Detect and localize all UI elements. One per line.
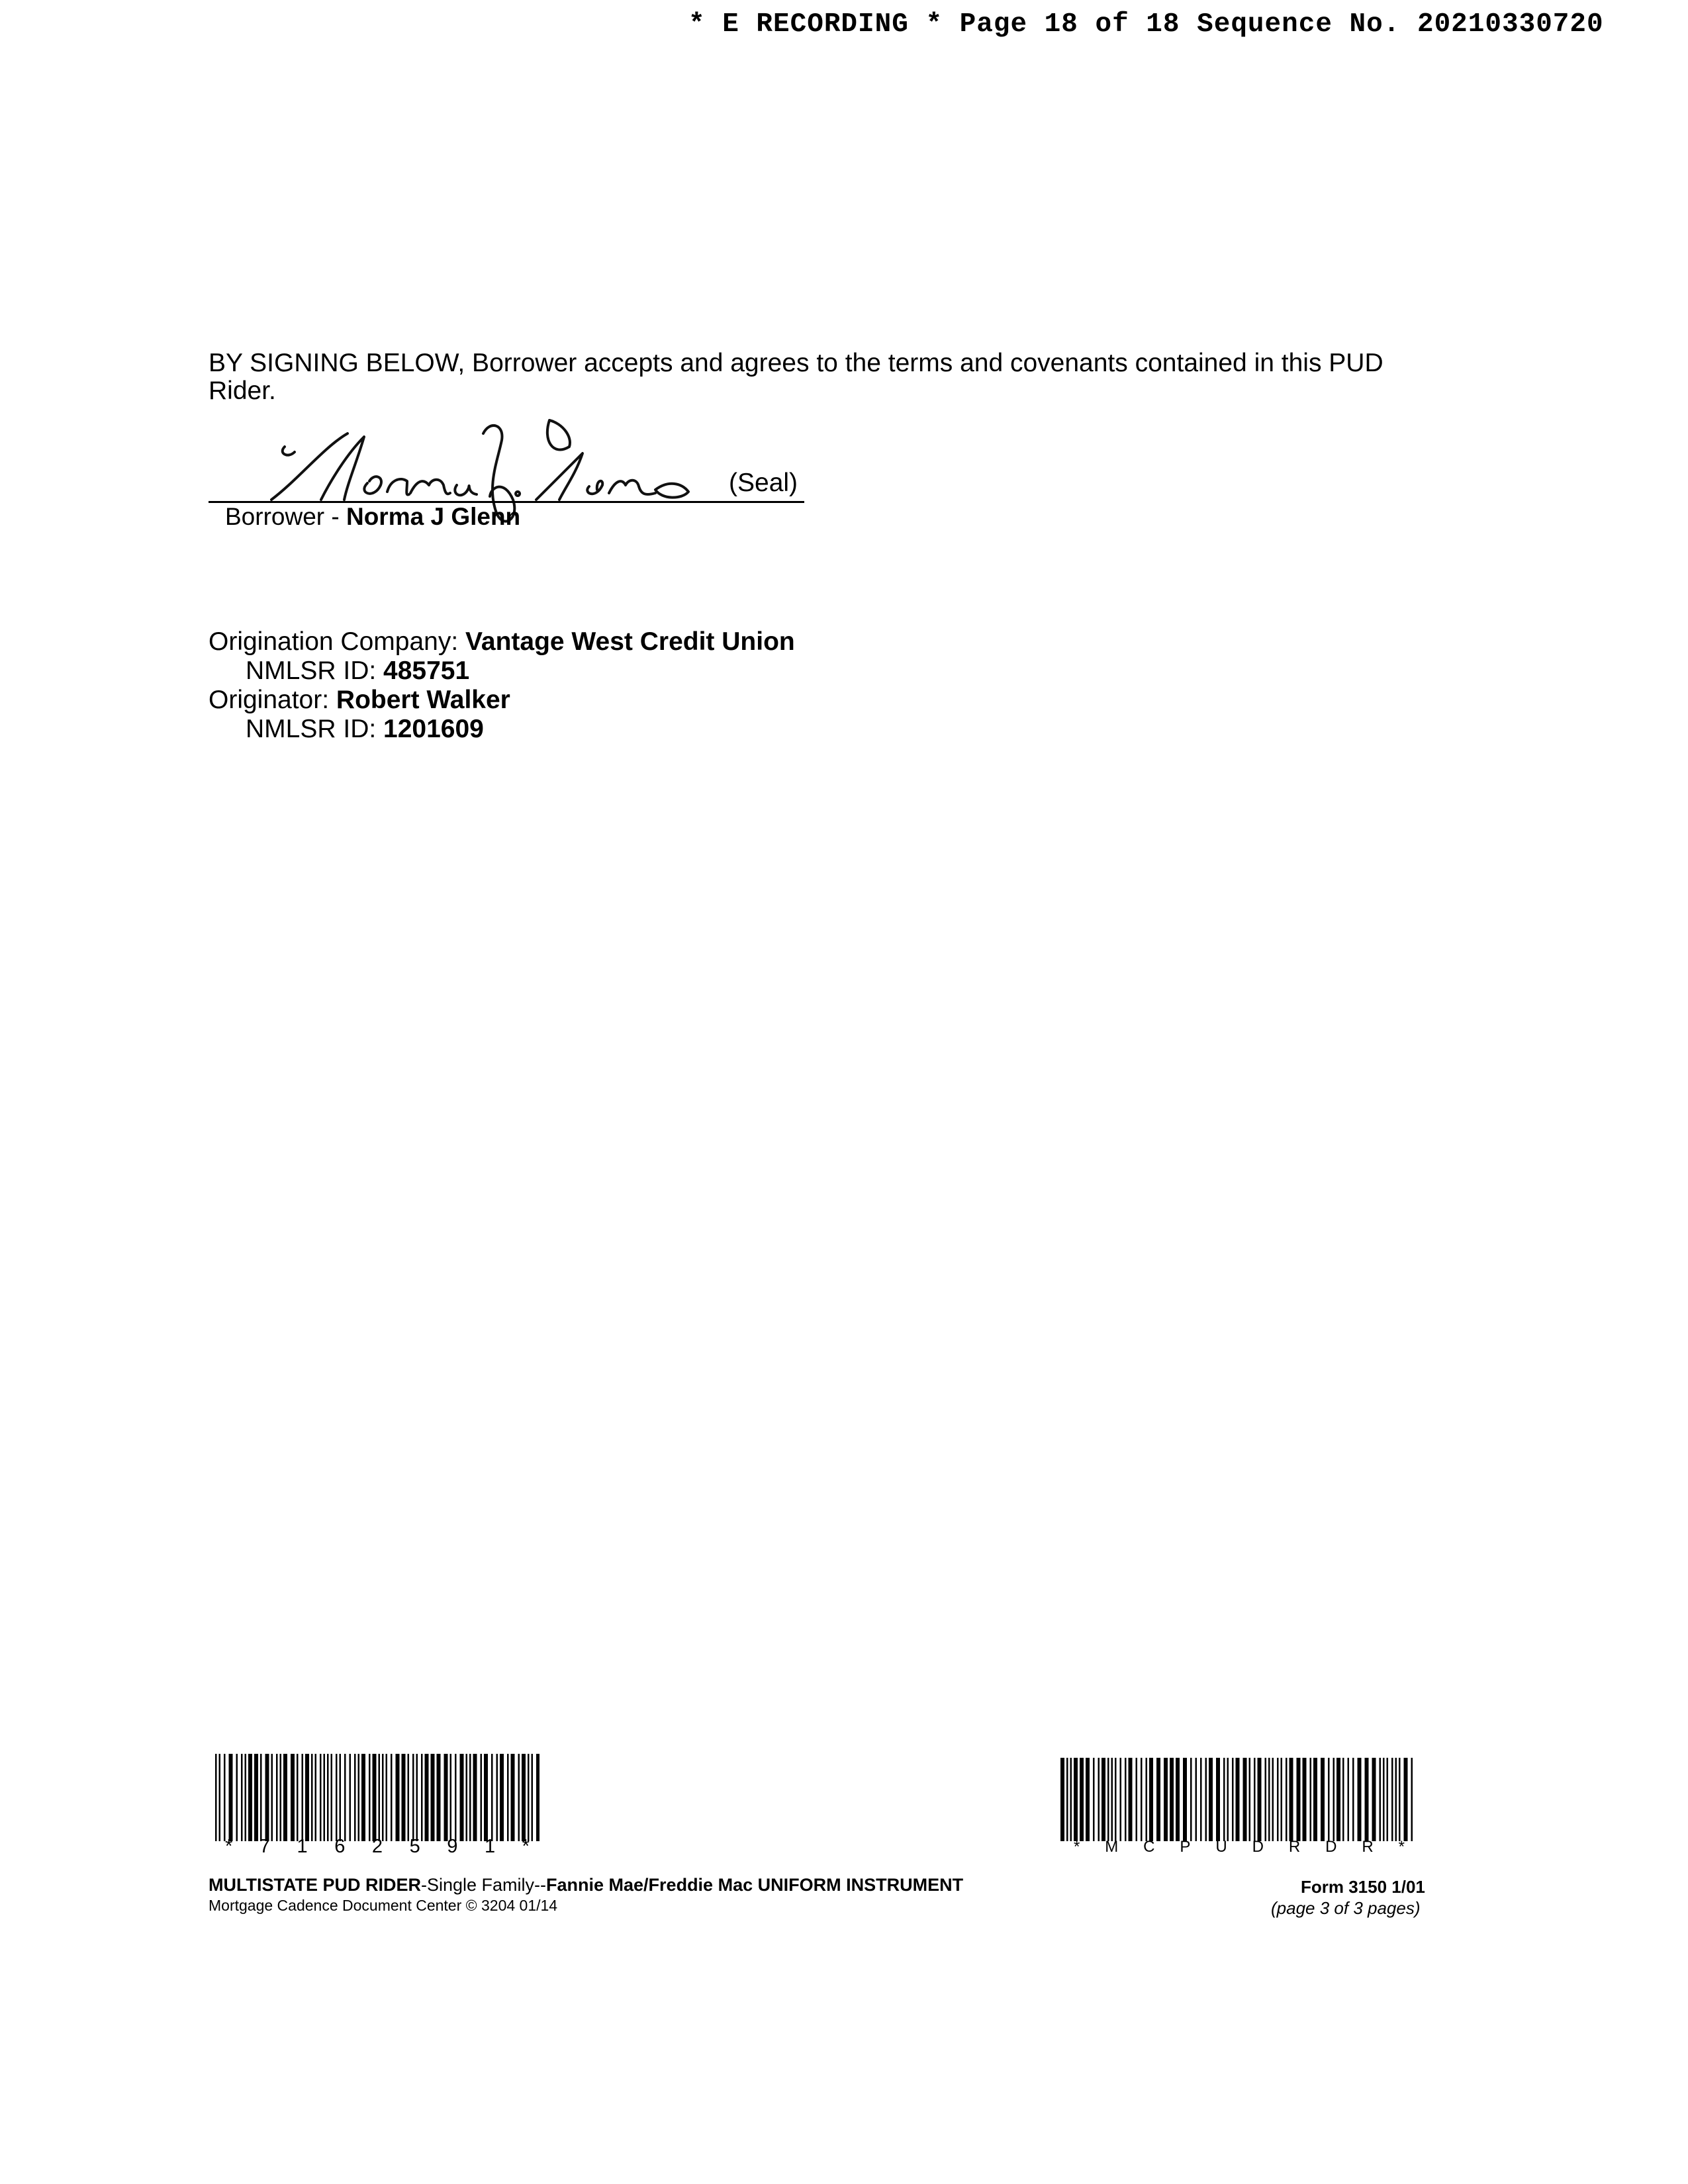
barcode-bar bbox=[1399, 1758, 1401, 1841]
barcode-bar bbox=[1387, 1758, 1389, 1841]
barcode-bar bbox=[481, 1754, 483, 1841]
barcode-char: M bbox=[1105, 1838, 1119, 1856]
barcode-bar bbox=[484, 1754, 488, 1841]
form-number: Form 3150 1/01 bbox=[1301, 1877, 1425, 1897]
barcode-bar bbox=[236, 1754, 238, 1841]
signature-agreement-text: BY SIGNING BELOW, Borrower accepts and agrees to the terms and covenants contained in this PUD Rider. bbox=[209, 349, 1383, 405]
barcode-char: 1 bbox=[484, 1836, 496, 1857]
barcode-bar bbox=[1156, 1758, 1160, 1841]
barcode-bar bbox=[1149, 1758, 1153, 1841]
barcode-bar bbox=[1358, 1758, 1362, 1841]
barcode-bar bbox=[1102, 1758, 1105, 1841]
barcode-bar bbox=[1196, 1758, 1197, 1841]
barcode-bar bbox=[248, 1754, 252, 1841]
barcode-bar bbox=[1411, 1758, 1413, 1841]
barcode-bar bbox=[1297, 1758, 1301, 1841]
barcode-char: * bbox=[225, 1836, 233, 1857]
barcode-bar bbox=[1115, 1758, 1117, 1841]
barcode-bar bbox=[311, 1754, 313, 1841]
barcode-bar bbox=[260, 1754, 262, 1841]
barcode-char: 1 bbox=[297, 1836, 308, 1857]
barcode-bar bbox=[412, 1754, 414, 1841]
barcode-bar bbox=[1277, 1758, 1279, 1841]
barcode-bar bbox=[518, 1754, 520, 1841]
barcode-bar bbox=[219, 1754, 221, 1841]
barcode-right-text bbox=[1074, 1838, 1405, 1856]
barcode-char: * bbox=[1074, 1838, 1080, 1856]
barcode-bar bbox=[1336, 1758, 1340, 1841]
barcode-bar bbox=[1111, 1758, 1113, 1841]
barcode-bar bbox=[1227, 1758, 1229, 1841]
barcode-bar bbox=[224, 1754, 226, 1841]
barcode-bar bbox=[421, 1754, 423, 1841]
barcode-bar bbox=[469, 1754, 471, 1841]
barcode-bar bbox=[532, 1754, 534, 1841]
barcode-bar bbox=[1236, 1758, 1240, 1841]
recording-header: * E RECORDING * Page 18 of 18 Sequence No. 20210330720 bbox=[688, 9, 1604, 40]
barcode-bar bbox=[1190, 1758, 1192, 1841]
barcode-bar bbox=[302, 1754, 304, 1841]
company-nmlsr-line bbox=[209, 657, 469, 686]
barcode-bar bbox=[1066, 1758, 1068, 1841]
barcode-bar bbox=[1183, 1758, 1187, 1841]
barcode-bar bbox=[1120, 1758, 1122, 1841]
barcode-bar bbox=[280, 1754, 282, 1841]
barcode-bar bbox=[466, 1754, 468, 1841]
barcode-bar bbox=[1209, 1758, 1213, 1841]
barcode-bar bbox=[528, 1754, 530, 1841]
barcode-bar bbox=[536, 1754, 539, 1841]
barcode-bar bbox=[511, 1754, 515, 1841]
barcode-char: 7 bbox=[259, 1836, 270, 1857]
barcode-bar bbox=[354, 1754, 356, 1841]
barcode-char: D bbox=[1325, 1838, 1337, 1856]
barcode-bar bbox=[331, 1754, 333, 1841]
seal-label: (Seal) bbox=[729, 469, 798, 497]
barcode-left-text bbox=[225, 1836, 530, 1858]
barcode-bar bbox=[1310, 1758, 1312, 1841]
borrower-caption bbox=[225, 503, 520, 531]
barcode-bar bbox=[1328, 1758, 1330, 1841]
barcode-bar bbox=[241, 1754, 243, 1841]
borrower-name: Norma J Glenn bbox=[346, 503, 521, 530]
barcode-bar bbox=[320, 1754, 322, 1841]
barcode-bar bbox=[1232, 1758, 1234, 1841]
barcode-bar bbox=[1348, 1758, 1350, 1841]
barcode-bar bbox=[1249, 1758, 1251, 1841]
barcode-bar bbox=[1286, 1758, 1288, 1841]
barcode-bar bbox=[1093, 1758, 1095, 1841]
barcode-bar bbox=[1125, 1758, 1127, 1841]
barcode-bar bbox=[1070, 1758, 1072, 1841]
barcode-bar bbox=[265, 1754, 269, 1841]
footer-document-center: Mortgage Cadence Document Center © 3204 01/14 bbox=[209, 1897, 558, 1914]
barcode-bar bbox=[229, 1754, 233, 1841]
barcode-bar bbox=[1289, 1758, 1293, 1841]
barcode-bar bbox=[1404, 1758, 1408, 1841]
barcode-char: P bbox=[1180, 1838, 1191, 1856]
origination-company-name: Vantage West Credit Union bbox=[465, 627, 795, 656]
borrower-prefix: Borrower - bbox=[225, 503, 346, 530]
barcode-bar bbox=[1141, 1758, 1143, 1841]
barcode-bar bbox=[1365, 1758, 1369, 1841]
barcode-bar bbox=[1258, 1758, 1262, 1841]
barcode-bar bbox=[327, 1754, 329, 1841]
barcode-char: C bbox=[1143, 1838, 1155, 1856]
barcode-bar bbox=[379, 1754, 381, 1841]
barcode-char: U bbox=[1215, 1838, 1227, 1856]
barcode-bar bbox=[291, 1754, 295, 1841]
barcode-bar bbox=[416, 1754, 418, 1841]
barcode-bar bbox=[491, 1754, 493, 1841]
barcode-bar bbox=[1380, 1758, 1382, 1841]
footer-title-mid: -Single Family-- bbox=[420, 1875, 547, 1895]
barcode-bar bbox=[1200, 1758, 1202, 1841]
barcode-bar bbox=[369, 1754, 371, 1841]
barcode-bar bbox=[1216, 1758, 1220, 1841]
barcode-bar bbox=[455, 1754, 457, 1841]
barcode-bar bbox=[373, 1754, 377, 1841]
barcode-bar bbox=[522, 1754, 526, 1841]
barcode-bar bbox=[1170, 1758, 1174, 1841]
barcode-bar bbox=[1265, 1758, 1267, 1841]
barcode-bar bbox=[1074, 1758, 1078, 1841]
barcode-char: D bbox=[1252, 1838, 1264, 1856]
originator-nmlsr-line bbox=[209, 715, 484, 744]
barcode-bar bbox=[437, 1754, 441, 1841]
barcode-bar bbox=[1164, 1758, 1168, 1841]
barcode-bar bbox=[1223, 1758, 1225, 1841]
barcode-bar bbox=[1313, 1758, 1317, 1841]
barcode-char: 9 bbox=[447, 1836, 458, 1857]
originator-line bbox=[209, 686, 510, 715]
barcode-bar bbox=[450, 1754, 452, 1841]
barcode-bar bbox=[1107, 1758, 1109, 1841]
barcode-left bbox=[215, 1754, 539, 1841]
barcode-bar bbox=[1321, 1758, 1325, 1841]
barcode-bar bbox=[1205, 1758, 1207, 1841]
originator-label: Originator: bbox=[209, 686, 336, 714]
barcode-bar bbox=[1254, 1758, 1256, 1841]
barcode-bar bbox=[1342, 1758, 1344, 1841]
barcode-bar bbox=[324, 1754, 326, 1841]
barcode-char: 5 bbox=[409, 1836, 420, 1857]
barcode-right bbox=[1060, 1758, 1417, 1841]
barcode-bar bbox=[1272, 1758, 1274, 1841]
barcode-bar bbox=[358, 1754, 360, 1841]
barcode-bar bbox=[271, 1754, 273, 1841]
barcode-bar bbox=[336, 1754, 338, 1841]
barcode-bar bbox=[496, 1754, 498, 1841]
company-nmlsr-label: NMLSR ID: bbox=[246, 657, 384, 685]
barcode-bar bbox=[425, 1754, 429, 1841]
barcode-bar bbox=[507, 1754, 509, 1841]
barcode-bar bbox=[1281, 1758, 1283, 1841]
barcode-bar bbox=[500, 1754, 504, 1841]
footer-title-bold-2: Fannie Mae/Freddie Mac UNIFORM INSTRUMENT bbox=[546, 1875, 964, 1895]
barcode-bar bbox=[1372, 1758, 1376, 1841]
barcode-bar bbox=[473, 1754, 477, 1841]
page-count: (page 3 of 3 pages) bbox=[1271, 1898, 1421, 1918]
barcode-bar bbox=[408, 1754, 410, 1841]
barcode-bar bbox=[340, 1754, 342, 1841]
barcode-bar bbox=[215, 1754, 217, 1841]
company-nmlsr-id: 485751 bbox=[383, 657, 470, 685]
barcode-bar bbox=[1098, 1758, 1100, 1841]
barcode-bar bbox=[1268, 1758, 1270, 1841]
barcode-bar bbox=[1086, 1758, 1090, 1841]
barcode-char: R bbox=[1288, 1838, 1301, 1856]
barcode-char: 6 bbox=[334, 1836, 346, 1857]
footer-title-bold: MULTISTATE PUD RIDER bbox=[209, 1875, 421, 1895]
barcode-bar bbox=[315, 1754, 317, 1841]
barcode-bar bbox=[1395, 1758, 1397, 1841]
barcode-char: R bbox=[1362, 1838, 1374, 1856]
origination-company-label: Origination Company: bbox=[209, 627, 466, 656]
barcode-bar bbox=[344, 1754, 346, 1841]
barcode-bar bbox=[305, 1754, 309, 1841]
barcode-bar bbox=[444, 1754, 448, 1841]
barcode-bar bbox=[276, 1754, 278, 1841]
barcode-bar bbox=[254, 1754, 258, 1841]
barcode-char: 2 bbox=[371, 1836, 383, 1857]
barcode-bar bbox=[283, 1754, 287, 1841]
originator-nmlsr-id: 1201609 bbox=[383, 715, 484, 743]
barcode-bar bbox=[460, 1754, 464, 1841]
barcode-bar bbox=[245, 1754, 247, 1841]
barcode-bar bbox=[1080, 1758, 1084, 1841]
barcode-bar bbox=[382, 1754, 384, 1841]
barcode-char: * bbox=[522, 1836, 530, 1857]
barcode-bar bbox=[1060, 1758, 1064, 1841]
barcode-bar bbox=[391, 1754, 393, 1841]
barcode-bar bbox=[1243, 1758, 1247, 1841]
footer-form-title bbox=[209, 1875, 963, 1895]
barcode-bar bbox=[1146, 1758, 1148, 1841]
barcode-bar bbox=[402, 1754, 406, 1841]
barcode-bar bbox=[431, 1754, 435, 1841]
barcode-bar bbox=[1391, 1758, 1393, 1841]
barcode-bar bbox=[1352, 1758, 1354, 1841]
origination-company-line bbox=[209, 627, 795, 657]
barcode-bar bbox=[396, 1754, 400, 1841]
originator-nmlsr-label: NMLSR ID: bbox=[246, 715, 384, 743]
barcode-bar bbox=[1333, 1758, 1335, 1841]
barcode-bar bbox=[1303, 1758, 1307, 1841]
barcode-bar bbox=[386, 1754, 388, 1841]
barcode-bar bbox=[1176, 1758, 1180, 1841]
barcode-bar bbox=[361, 1754, 365, 1841]
barcode-bar bbox=[297, 1754, 299, 1841]
barcode-bar bbox=[350, 1754, 352, 1841]
barcode-bar bbox=[1136, 1758, 1138, 1841]
barcode-char: * bbox=[1398, 1838, 1405, 1856]
originator-name: Robert Walker bbox=[336, 686, 510, 714]
barcode-bar bbox=[1383, 1758, 1385, 1841]
barcode-bar bbox=[1129, 1758, 1133, 1841]
